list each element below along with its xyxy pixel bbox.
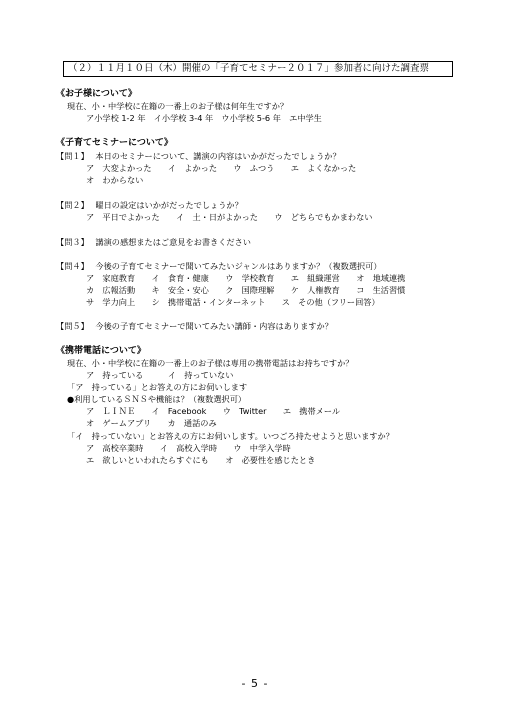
- sns-options-row2: オ ゲームアプリ カ 通話のみ: [86, 418, 217, 428]
- q1-options-row2: オ わからない: [86, 175, 144, 185]
- sns-question: ●利用しているＳＮＳや機能は？（複数選択可）: [67, 394, 247, 404]
- q4-options-row2: カ 広報活動 キ 安全・安心 ク 国際理解 ケ 人権教育 コ 生活習慣: [86, 285, 406, 295]
- q2-options-row1: ア 平日でよかった イ 土・日がよかった ウ どちらでもかまわない: [86, 212, 373, 222]
- phone-options: ア 持っている イ 持っていない: [86, 370, 234, 380]
- when-options-row1: ア 高校卒業時 イ 高校入学時 ウ 中学入学時: [86, 443, 291, 453]
- q4-label: 【問４】: [56, 261, 89, 271]
- q2-label: 【問２】: [56, 200, 89, 210]
- when-options-row2: エ 欲しいといわれたらすぐにも オ 必要性を感じたとき: [86, 455, 316, 465]
- q3-text: 講演の感想またはご意見をお書きください: [95, 237, 251, 247]
- phone-no-intro: 「イ 持っていない」とお答えの方にお伺いします。いつごろ持たせようと思いますか？: [67, 431, 394, 441]
- section-heading-child: 《お子様について》: [56, 89, 137, 99]
- child-question: 現在、小・中学校に在籍の一番上のお子様は何年生ですか？: [67, 101, 289, 111]
- q1-options-row1: ア 大変よかった イ よかった ウ ふつう エ よくなかった: [86, 163, 357, 173]
- q2-row: [56, 200, 243, 211]
- q1-text: 本日のセミナーについて、講演の内容はいかがだったでしょうか？: [95, 151, 341, 161]
- phone-yes-intro: 「ア 持っている」とお答えの方にお伺いします: [67, 382, 248, 392]
- child-options: ア小学校 1-2 年 イ小学校 3-4 年 ウ小学校 5-6 年 エ中学生: [86, 113, 322, 123]
- phone-question: 現在、小・中学校に在籍の一番上のお子様は専用の携帯電話はお持ちですか？: [67, 358, 354, 368]
- q4-row: [56, 261, 382, 272]
- q1-label: 【問１】: [56, 151, 89, 161]
- q5-label: 【問５】: [56, 321, 89, 331]
- q3-row: [56, 237, 251, 248]
- q4-options-row1: ア 家庭教育 イ 食育・健康 ウ 学校教育 エ 組織運営 オ 地域連携: [86, 273, 406, 283]
- sns-options-row1: ア ＬＩＮＥ イ Facebook ウ Twitter エ 携帯メール: [86, 406, 341, 416]
- section-heading-phone: 《携帯電話について》: [56, 346, 146, 356]
- q3-label: 【問３】: [56, 237, 89, 247]
- page-number: - 5 -: [241, 677, 269, 690]
- q2-text: 曜日の設定はいかがだったでしょうか？: [95, 200, 243, 210]
- q5-row: [56, 321, 333, 332]
- q5-text: 今後の子育てセミナーで聞いてみたい講師・内容はありますか？: [95, 321, 333, 331]
- q4-text: 今後の子育てセミナーで聞いてみたいジャンルはありますか？（複数選択可）: [95, 261, 382, 271]
- q1-row: [56, 151, 341, 162]
- q4-options-row3: サ 学力向上 シ 携帯電話・インターネット ス その他（フリー回答）: [86, 297, 380, 307]
- section-heading-seminar: 《子育てセミナーについて》: [56, 138, 173, 148]
- survey-title: （２）１１月１０日（木）開催の「子育てセミナー２０１７」参加者に向けた調査票: [63, 61, 453, 77]
